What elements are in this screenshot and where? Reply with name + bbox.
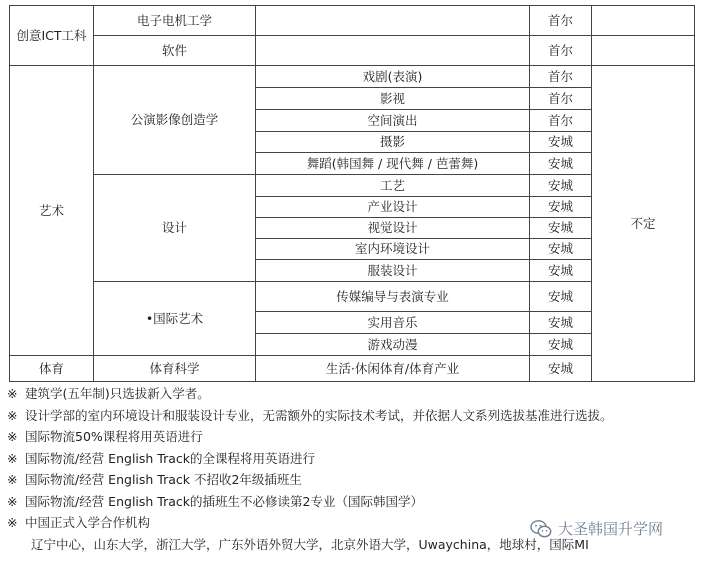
college-cell: 创意ICT工科: [10, 6, 94, 66]
department-cell: 软件: [94, 36, 256, 66]
table-row: [10, 36, 695, 66]
campus-cell: 安城: [530, 132, 592, 153]
campus-cell: 首尔: [530, 66, 592, 88]
campus-cell: 首尔: [530, 88, 592, 110]
note-text: 国际物流/经营 English Track 不招收2年级插班生: [25, 472, 302, 487]
campus-cell: 安城: [530, 312, 592, 334]
major-cell: 视觉设计: [256, 218, 530, 239]
note-mark: ※: [7, 472, 18, 487]
department-cell: 公演影像创造学: [94, 66, 256, 175]
campus-cell: 首尔: [530, 36, 592, 66]
watermark: [530, 518, 663, 539]
department-cell: 体育科学: [94, 356, 256, 382]
campus-cell: 安城: [530, 239, 592, 260]
note-mark: ※: [7, 450, 18, 466]
major-cell: 戏剧(表演): [256, 66, 530, 88]
department-cell: 设计: [94, 175, 256, 282]
watermark-text: 大圣韩国升学网: [558, 520, 664, 538]
campus-cell: 首尔: [530, 6, 592, 36]
department-cell: •国际艺术: [94, 282, 256, 356]
note-text: 中国正式入学合作机构: [25, 515, 151, 530]
campus-cell: 安城: [530, 175, 592, 197]
major-cell: 产业设计: [256, 197, 530, 218]
majors-table: [9, 5, 695, 382]
major-cell: 摄影: [256, 132, 530, 153]
note-text: 国际物流/经营 English Track的全课程将用英语进行: [25, 450, 316, 466]
college-cell: 体育: [10, 356, 94, 382]
note-item: [7, 426, 697, 448]
campus-cell: 安城: [530, 282, 592, 312]
major-cell: 空间演出: [256, 110, 530, 132]
major-cell: 实用音乐: [256, 312, 530, 334]
blank-cell: [592, 6, 695, 36]
major-cell: 传媒编导与表演专业: [256, 282, 530, 312]
table-row: [10, 66, 695, 88]
major-cell: [256, 6, 530, 36]
note-mark: ※: [7, 515, 18, 530]
note-mark: ※: [7, 386, 18, 401]
blank-cell: [592, 36, 695, 66]
note-mark: ※: [7, 407, 18, 423]
status-cell: 不定: [592, 66, 695, 382]
note-text: 国际物流/经营 English Track的插班生不必修读第2专业（国际韩国学）: [25, 493, 423, 509]
note-item: [7, 405, 697, 427]
major-cell: 服装设计: [256, 260, 530, 282]
campus-cell: 安城: [530, 153, 592, 175]
major-cell: 影视: [256, 88, 530, 110]
note-item: [7, 469, 697, 491]
note-item: [7, 448, 697, 470]
campus-cell: 安城: [530, 334, 592, 356]
partner-list: 辽宁中心，山东大学，浙江大学，广东外语外贸大学，北京外语大学，Uwaychina，地球村，国际MI: [31, 536, 589, 552]
note-mark: ※: [7, 493, 18, 509]
campus-cell: 安城: [530, 218, 592, 239]
note-item: [7, 383, 697, 405]
department-cell: 电子电机工学: [94, 6, 256, 36]
campus-cell: 安城: [530, 260, 592, 282]
table-row: [10, 6, 695, 36]
note-item: [7, 491, 697, 513]
major-cell: 舞蹈(韩国舞 / 现代舞 / 芭蕾舞): [256, 153, 530, 175]
campus-cell: 首尔: [530, 110, 592, 132]
major-cell: 游戏动漫: [256, 334, 530, 356]
major-cell: 生活·休闲体育/体育产业: [256, 356, 530, 382]
wechat-icon: [530, 519, 552, 539]
note-text: 设计学部的室内环境设计和服装设计专业，无需额外的实际技术考试，并依据人文系列选拔基准进行选拔。: [25, 407, 613, 423]
major-cell: 室内环境设计: [256, 239, 530, 260]
college-cell: 艺术: [10, 66, 94, 356]
note-text: 建筑学(五年制)只选拔新入学者。: [25, 386, 210, 401]
note-mark: ※: [7, 429, 18, 444]
campus-cell: 安城: [530, 356, 592, 382]
note-text: 国际物流50%课程将用英语进行: [25, 429, 203, 444]
campus-cell: 安城: [530, 197, 592, 218]
major-cell: [256, 36, 530, 66]
major-cell: 工艺: [256, 175, 530, 197]
